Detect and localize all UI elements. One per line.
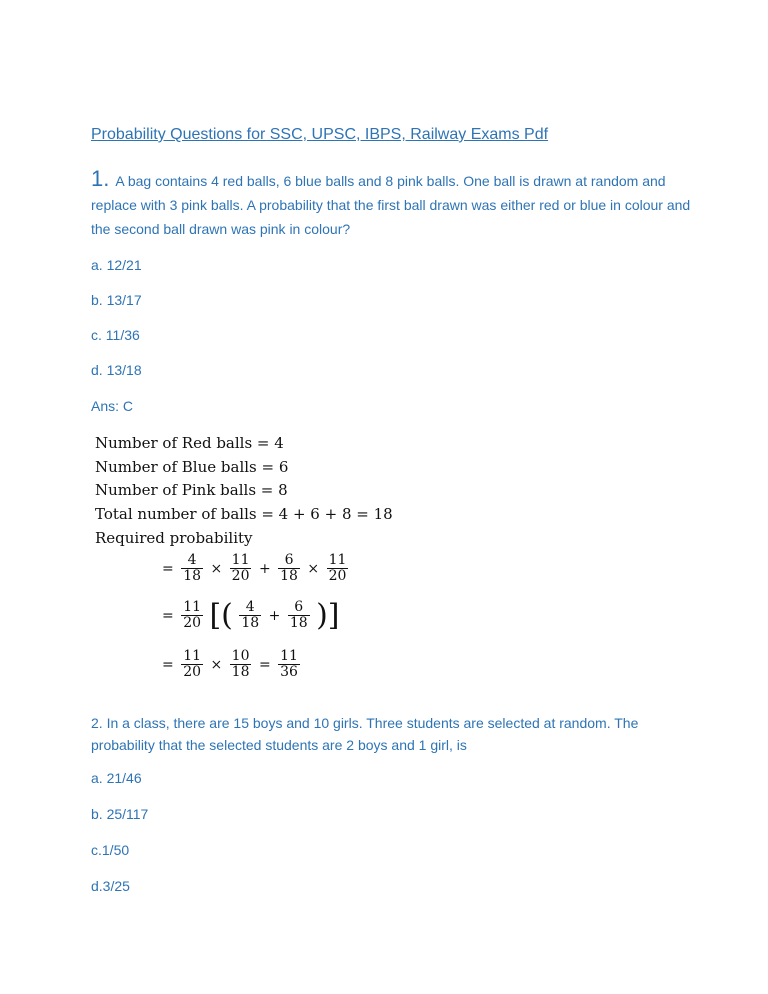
- solution-line: Number of Pink balls = 8: [95, 481, 288, 499]
- solution-line: Required probability: [95, 529, 253, 547]
- equation-step-3: = $\frac{11}{20}$ × $\frac{10}{18}$ = $\frac{11}{36}$: [162, 648, 298, 680]
- equation-step-1: = $\frac{4}{18}$ × $\frac{11}{20}$ + $\frac{6}{18}$ × $\frac{11}{20}$: [162, 552, 347, 584]
- fraction: $\frac{4}{18}$: [241, 599, 260, 631]
- question-2: 2. In a class, there are 15 boys and 10 girls. Three students are selected at random. The probability that the selected students are 2 boys and 1 girl, is: [91, 715, 639, 753]
- fraction: $\frac{11}{20}$: [183, 648, 202, 680]
- fraction: $\frac{11}{20}$: [183, 599, 202, 631]
- answer-label: Ans: C: [91, 398, 134, 414]
- fraction: $\frac{6}{18}$: [289, 599, 308, 631]
- page-title[interactable]: Probability Questions for SSC, UPSC, IBPS, Railway Exams Pdf: [91, 126, 549, 143]
- question-number: 1.: [91, 166, 110, 191]
- solution-line: Number of Blue balls = 6: [95, 458, 289, 476]
- fraction: $\frac{4}{18}$: [183, 552, 202, 584]
- question-text: A bag contains 4 red balls, 6 blue balls and 8 pink balls. One ball is drawn at random and replace with 3 pink balls. A probability that the first ball drawn was either red or blue in colour and the second ball drawn was pink in colour?: [91, 173, 691, 237]
- option-d: d. 13/18: [91, 362, 142, 378]
- option-c: c. 11/36: [91, 327, 140, 343]
- fraction: $\frac{10}{18}$: [231, 648, 250, 680]
- option-b: b. 13/17: [91, 292, 142, 308]
- option-c: c.1/50: [91, 842, 130, 858]
- fraction: $\frac{11}{36}$: [280, 648, 298, 680]
- question-1: [91, 167, 691, 241]
- fraction: $\frac{6}{18}$: [280, 552, 298, 584]
- solution-line: Number of Red balls = 4: [95, 434, 284, 452]
- option-d: d.3/25: [91, 878, 130, 894]
- option-a: a. 21/46: [91, 770, 142, 786]
- fraction: $\frac{11}{20}$: [231, 552, 250, 584]
- equation-step-2: = $\frac{11}{20}$ [( $\frac{4}{18}$ + $\frac{6}{18}$ )]: [162, 597, 340, 633]
- option-a: a. 12/21: [91, 257, 142, 273]
- solution-line: Total number of balls = 4 + 6 + 8 = 18: [95, 505, 393, 523]
- option-b: b. 25/117: [91, 806, 149, 822]
- fraction: $\frac{11}{20}$: [328, 552, 347, 584]
